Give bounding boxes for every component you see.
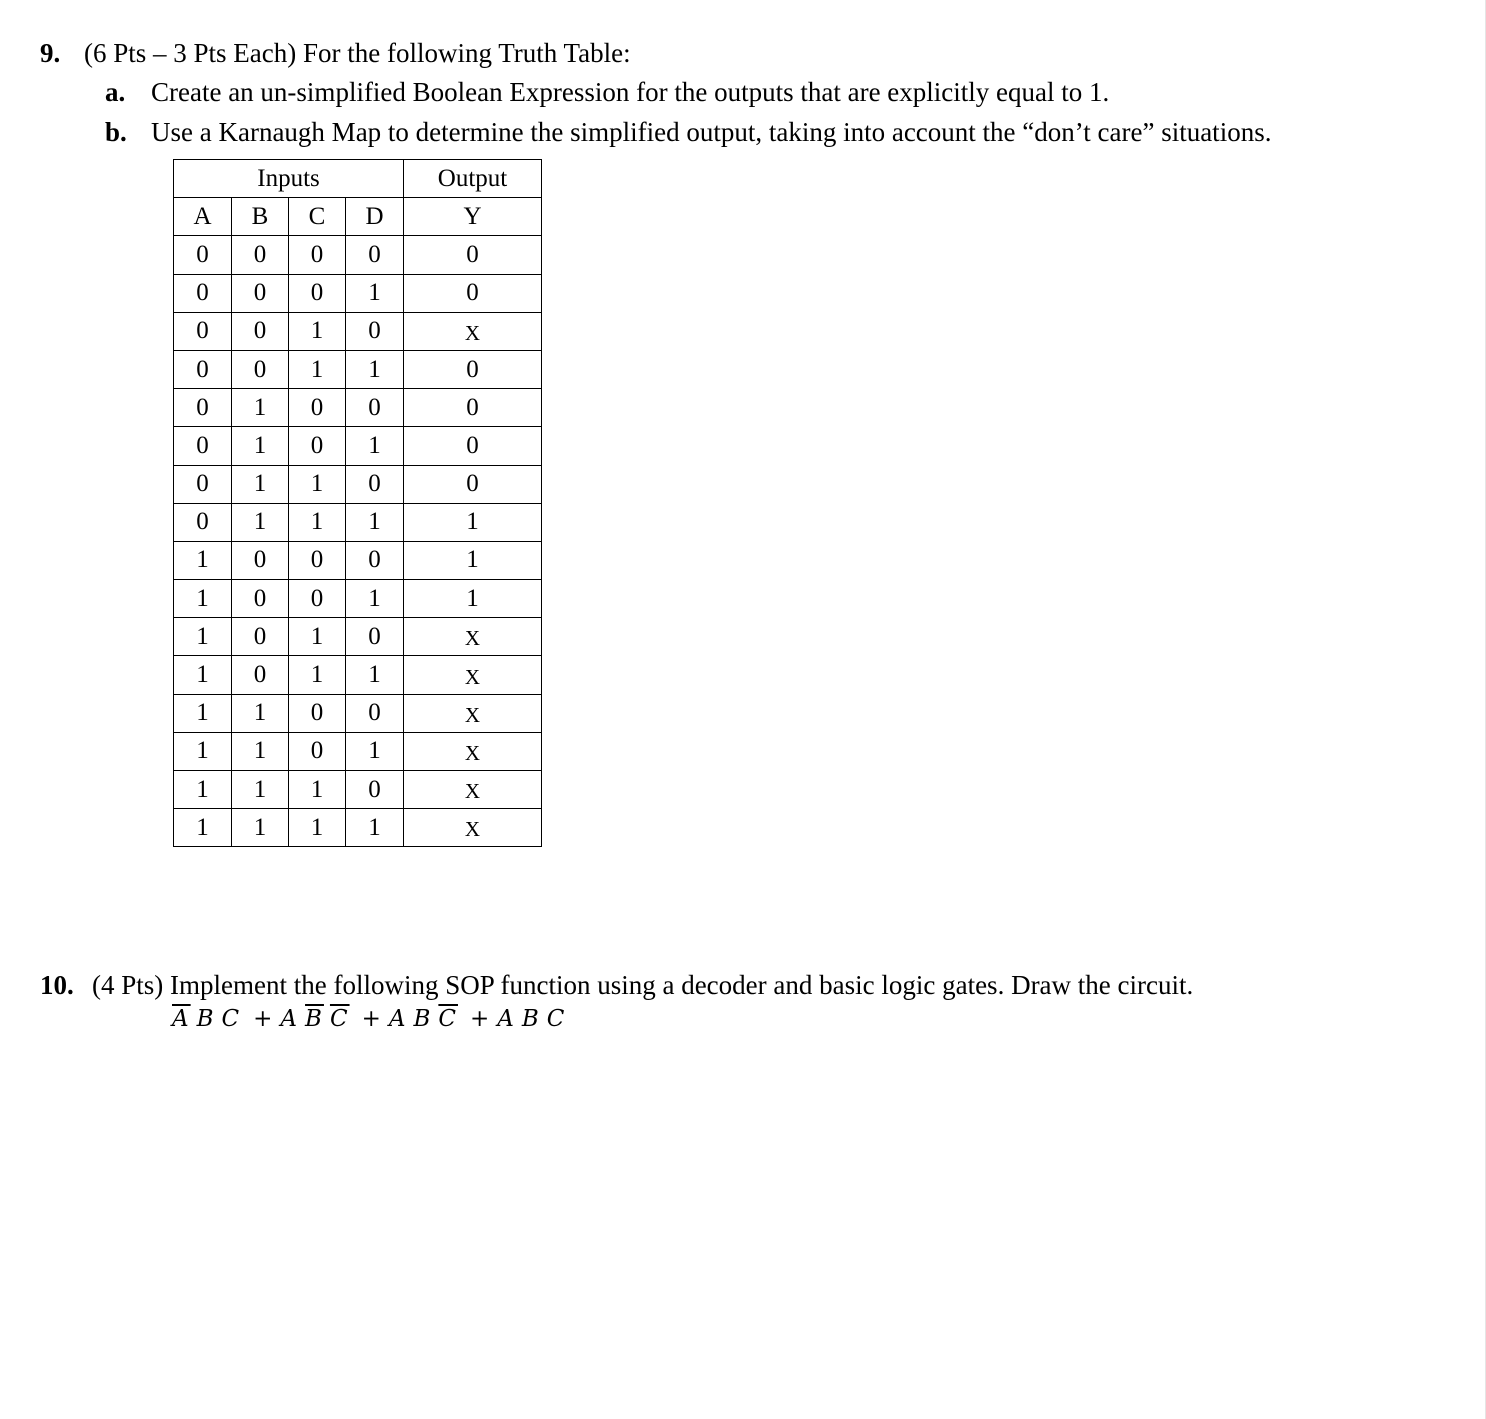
table-row <box>174 809 542 847</box>
question-9 <box>40 37 631 69</box>
table-row <box>174 274 542 312</box>
cell-b: 0 <box>232 541 289 579</box>
cell-y: 0 <box>404 274 542 312</box>
output-header: Output <box>404 160 542 198</box>
cell-y: X <box>404 312 542 350</box>
table-row <box>174 312 542 350</box>
cell-y: X <box>404 809 542 847</box>
cell-d: 1 <box>346 809 404 847</box>
expression-plus: + <box>253 1006 275 1032</box>
expression-variable: A <box>388 1006 408 1032</box>
cell-a: 0 <box>174 503 232 541</box>
cell-d: 0 <box>346 618 404 656</box>
cell-c: 1 <box>289 350 346 388</box>
cell-c: 1 <box>289 465 346 503</box>
column-header-y: Y <box>404 198 542 236</box>
cell-d: 1 <box>346 503 404 541</box>
table-row <box>174 541 542 579</box>
cell-d: 0 <box>346 312 404 350</box>
cell-d: 0 <box>346 389 404 427</box>
truth-table-column-header <box>174 198 542 236</box>
cell-a: 1 <box>174 580 232 618</box>
expression-variable: B <box>196 1006 216 1032</box>
cell-y: X <box>404 656 542 694</box>
expression-variable: A <box>497 1006 516 1032</box>
table-row <box>174 389 542 427</box>
cell-c: 0 <box>289 427 346 465</box>
expression-variable: A <box>280 1006 300 1032</box>
column-header-d: D <box>346 198 404 236</box>
cell-b: 1 <box>232 389 289 427</box>
expression-variable: C <box>546 1006 567 1032</box>
cell-y: 0 <box>404 389 542 427</box>
cell-b: 1 <box>232 427 289 465</box>
cell-d: 0 <box>346 694 404 732</box>
truth-table-group-header <box>174 160 542 198</box>
cell-a: 1 <box>174 656 232 694</box>
cell-a: 0 <box>174 389 232 427</box>
cell-y: X <box>404 732 542 770</box>
cell-b: 0 <box>232 350 289 388</box>
cell-d: 1 <box>346 350 404 388</box>
expression-variable: B <box>521 1006 541 1032</box>
cell-b: 0 <box>232 580 289 618</box>
cell-a: 0 <box>174 236 232 274</box>
inputs-header: Inputs <box>174 160 404 198</box>
expression-variable: $\overline{C}$ <box>329 1006 350 1032</box>
question-10 <box>40 969 1193 1001</box>
cell-b: 1 <box>232 732 289 770</box>
cell-y: X <box>404 771 542 809</box>
table-row <box>174 350 542 388</box>
table-row <box>174 427 542 465</box>
cell-d: 1 <box>346 580 404 618</box>
cell-y: 0 <box>404 350 542 388</box>
cell-b: 1 <box>232 771 289 809</box>
cell-a: 0 <box>174 350 232 388</box>
cell-a: 1 <box>174 771 232 809</box>
cell-c: 0 <box>289 732 346 770</box>
cell-y: 0 <box>404 427 542 465</box>
expression-plus: + <box>469 1006 492 1032</box>
cell-d: 0 <box>346 236 404 274</box>
cell-c: 0 <box>289 541 346 579</box>
table-row <box>174 771 542 809</box>
cell-b: 1 <box>232 503 289 541</box>
expression-variable: $\overline{A}$ <box>172 1006 191 1032</box>
cell-c: 1 <box>289 771 346 809</box>
cell-b: 1 <box>232 465 289 503</box>
cell-c: 1 <box>289 656 346 694</box>
expression-variable: $\overline{C}$ <box>438 1006 458 1032</box>
sop-expression <box>172 1006 572 1032</box>
cell-b: 0 <box>232 274 289 312</box>
cell-c: 1 <box>289 503 346 541</box>
cell-a: 1 <box>174 541 232 579</box>
cell-c: 1 <box>289 809 346 847</box>
question-9b <box>105 116 1271 148</box>
question-10-number: 10. <box>40 970 74 1000</box>
cell-b: 0 <box>232 656 289 694</box>
column-header-b: B <box>232 198 289 236</box>
cell-d: 1 <box>346 656 404 694</box>
cell-c: 0 <box>289 694 346 732</box>
question-10-text: (4 Pts) Implement the following SOP function using a decoder and basic logic gates. Draw the circuit. <box>92 970 1194 1000</box>
cell-y: 1 <box>404 541 542 579</box>
question-9a <box>105 76 1109 108</box>
cell-y: 1 <box>404 580 542 618</box>
table-row <box>174 732 542 770</box>
cell-a: 0 <box>174 274 232 312</box>
cell-a: 0 <box>174 465 232 503</box>
question-9a-text: Create an un-simplified Boolean Expression for the outputs that are explicitly equal to 1. <box>151 77 1110 107</box>
cell-b: 0 <box>232 312 289 350</box>
cell-c: 1 <box>289 312 346 350</box>
cell-c: 1 <box>289 618 346 656</box>
cell-y: 0 <box>404 465 542 503</box>
cell-d: 0 <box>346 465 404 503</box>
expression-variable: C <box>221 1006 242 1032</box>
table-row <box>174 656 542 694</box>
cell-d: 0 <box>346 541 404 579</box>
cell-y: X <box>404 618 542 656</box>
expression-plus: + <box>361 1006 383 1032</box>
cell-d: 0 <box>346 771 404 809</box>
table-row <box>174 580 542 618</box>
cell-a: 0 <box>174 312 232 350</box>
question-9a-label: a. <box>105 77 126 107</box>
cell-c: 0 <box>289 389 346 427</box>
column-header-c: C <box>289 198 346 236</box>
cell-c: 0 <box>289 236 346 274</box>
cell-d: 1 <box>346 427 404 465</box>
cell-a: 1 <box>174 732 232 770</box>
cell-d: 1 <box>346 274 404 312</box>
cell-b: 1 <box>232 694 289 732</box>
table-row <box>174 236 542 274</box>
cell-b: 0 <box>232 618 289 656</box>
cell-b: 0 <box>232 236 289 274</box>
cell-c: 0 <box>289 274 346 312</box>
expression-variable: $\overline{B}$ <box>305 1006 324 1032</box>
cell-a: 1 <box>174 694 232 732</box>
cell-a: 1 <box>174 618 232 656</box>
truth-table <box>173 159 542 847</box>
cell-y: 0 <box>404 236 542 274</box>
question-9-number: 9. <box>40 38 61 68</box>
question-9-text: (6 Pts – 3 Pts Each) For the following Truth Table: <box>84 38 631 68</box>
cell-a: 0 <box>174 427 232 465</box>
question-9b-label: b. <box>105 117 127 147</box>
cell-y: 1 <box>404 503 542 541</box>
cell-y: X <box>404 694 542 732</box>
column-header-a: A <box>174 198 232 236</box>
table-row <box>174 503 542 541</box>
table-row <box>174 618 542 656</box>
table-row <box>174 465 542 503</box>
cell-d: 1 <box>346 732 404 770</box>
cell-b: 1 <box>232 809 289 847</box>
table-row <box>174 694 542 732</box>
cell-a: 1 <box>174 809 232 847</box>
question-9b-text: Use a Karnaugh Map to determine the simplified output, taking into account the “don’t care” situations. <box>151 117 1272 147</box>
expression-variable: B <box>413 1006 433 1032</box>
cell-c: 0 <box>289 580 346 618</box>
